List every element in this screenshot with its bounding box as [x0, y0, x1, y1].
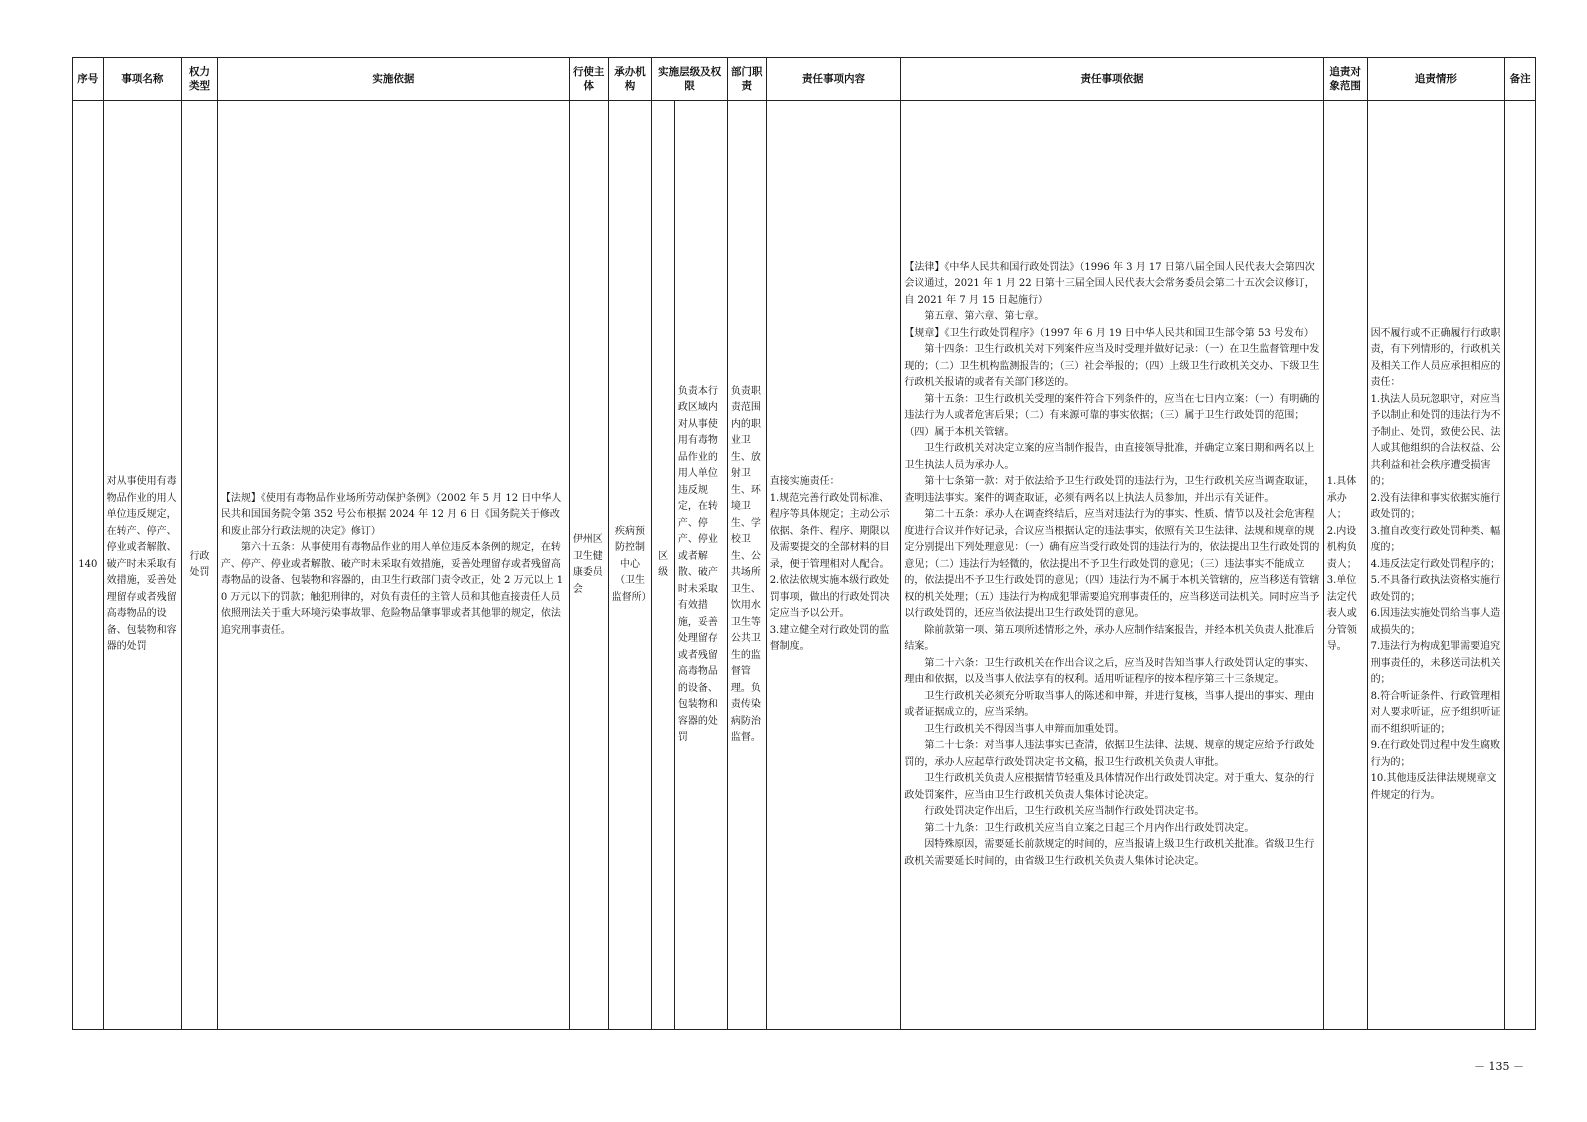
- header-level: 实施层级及权限: [652, 58, 727, 101]
- header-name: 事项名称: [103, 58, 182, 101]
- basis-article: 第六十五条：从事使用有毒物品作业的用人单位违反本条例的规定，在转产、停产、停业或者解散、破产时未采取有效措施，妥善处理留存或者残留高毒物品的设备、包装物和容器的，由卫生行政部门责令改正，处 2 万元以上 10 万元以下的罚款；触犯刑律的，对负有责任的主管人员和其他直接责任人员依照刑法关于重大环境污染事故罪、危险物品肇事罪或者其他罪的规定，依法追究刑事责任。: [220, 542, 564, 636]
- circ-line: 4.违反法定行政处罚程序的；: [1370, 558, 1501, 570]
- header-responsibility-basis: 责任事项依据: [901, 58, 1323, 101]
- circ-line: 8.符合听证条件、行政管理相对人要求听证，应予组织听证而不组织听证的；: [1370, 690, 1501, 735]
- cell-remark: [1505, 101, 1536, 1030]
- resp-basis-line: 行政处罚决定作出后，卫生行政机关应当制作行政处罚决定书。: [924, 806, 1205, 818]
- cell-circumstances: [1367, 101, 1505, 1030]
- content-line: 2.依法依规实施本级行政处罚事项，做出的行政处罚决定应当予以公开。: [769, 575, 890, 620]
- resp-basis-line: 第二十五条：承办人在调查终结后，应当对违法行为的事实、性质、情节以及社会危害程度进行合议并作好记录，合议应当根据认定的违法事实，依照有关卫生法律、法规和规章的规定分别提出下列处理意见：（一）确有应当受行政处罚的违法行为的，依法提出卫生行政处罚的意见；（二）违法行为轻微的，依法提出不予卫生行政处罚的意见；（三）违法事实不能成立的，依法提出不予卫生行政处罚的意见；（四）违法行为不属于本机关管辖的，应当移送有管辖权的机关处理；（五）违法行为构成犯罪需要追究刑事责任的，应当移送司法机关。同时应当予以行政处罚的，还应当依法提出卫生行政处罚的意见。: [904, 509, 1320, 620]
- header-power-type: 权力类型: [182, 58, 218, 101]
- cell-subject: 伊州区卫生健康委员会: [569, 101, 608, 1030]
- resp-basis-line: 卫生行政机关负责人应根据情节轻重及具体情况作出行政处罚决定。对于重大、复杂的行政处罚案件，应当由卫生行政机关负责人集体讨论决定。: [904, 773, 1315, 801]
- resp-basis-line: 第二十七条：对当事人违法事实已查清，依据卫生法律、法规、规章的规定应给予行政处罚的，承办人应起草行政处罚决定书文稿，报卫生行政机关负责人审批。: [904, 740, 1315, 768]
- header-basis: 实施依据: [217, 58, 569, 101]
- content-line: 3.建立健全对行政处罚的监督制度。: [769, 624, 890, 653]
- scope-line: 2.内设机构负责人；: [1326, 525, 1357, 570]
- cell-scope: [1323, 101, 1367, 1030]
- cell-power-type: 行政处罚: [182, 101, 218, 1030]
- cell-name: 对从事使用有毒物品作业的用人单位违反规定，在转产、停产、停业或者解散、破产时未采取有效措施，妥善处理留存或者残留高毒物品的设备、包装物和容器的处罚: [103, 101, 182, 1030]
- content-line: 1.规范完善行政处罚标准、程序等具体规定；主动公示依据、条件、程序、期限以及需要提交的全部材料的目录，便于管理相对人配合。: [769, 492, 890, 570]
- resp-basis-line: 卫生行政机关对决定立案的应当制作报告，由直接领导批准，并确定立案日期和两名以上卫生执法人员为承办人。: [904, 443, 1315, 471]
- resp-basis-line: 第十七条第一款：对于依法给予卫生行政处罚的违法行为，卫生行政机关应当调查取证，查明违法事实。案件的调查取证，必须有两名以上执法人员参加，并出示有关证件。: [904, 476, 1315, 504]
- circ-line: 因不履行或不正确履行行政职责，有下列情形的，行政机关及相关工作人员应承担相应的责任：: [1370, 327, 1501, 389]
- resp-basis-line: 第十五条：卫生行政机关受理的案件符合下列条件的，应当在七日内立案：（一）有明确的违法行为人或者危害后果；（二）有来源可靠的事实依据；（三）属于卫生行政处罚的范围；（四）属于本机关管辖。: [904, 393, 1320, 438]
- header-circumstances: 追责情形: [1367, 58, 1505, 101]
- header-agency: 承办机构: [608, 58, 652, 101]
- circ-line: 2.没有法律和事实依据实施行政处罚的；: [1370, 492, 1501, 521]
- resp-basis-line: 卫生行政机关不得因当事人申辩而加重处罚。: [924, 723, 1125, 735]
- resp-basis-line: 卫生行政机关必须充分听取当事人的陈述和申辩，并进行复核，当事人提出的事实、理由或者证据成立的，应当采纳。: [904, 690, 1315, 719]
- cell-level: 区级: [652, 101, 674, 1030]
- header-seq: 序号: [73, 58, 104, 101]
- resp-basis-line: 第十四条：卫生行政机关对下列案件应当及时受理并做好记录：（一）在卫生监督管理中发现的；（二）卫生机构监测报告的；（三）社会举报的；（四）上级卫生行政机关交办、下级卫生行政机关报请的或者有关部门移送的。: [904, 344, 1320, 389]
- header-scope: 追责对象范围: [1323, 58, 1367, 101]
- header-duty: 部门职责: [727, 58, 766, 101]
- circ-line: 7.违法行为构成犯罪需要追究刑事责任的，未移送司法机关的；: [1370, 641, 1501, 686]
- resp-basis-line: 因特殊原因，需要延长前款规定的时间的，应当报请上级卫生行政机关批准。省级卫生行政机关需要延长时间的，由省级卫生行政机关负责人集体讨论决定。: [904, 839, 1315, 867]
- circ-line: 9.在行政处罚过程中发生腐败行为的；: [1370, 740, 1501, 768]
- resp-basis-line: 【规章】《卫生行政处罚程序》（1997 年 6 月 19 日中华人民共和国卫生部令第 53 号发布）: [904, 327, 1314, 339]
- scope-line: 1.具体承办人；: [1326, 476, 1357, 521]
- cell-level-authority: 负责本行政区域内对从事使用有毒物品作业的用人单位违反规定，在转产、停产、停业或者解散、破产时未采取有效措施，妥善处理留存或者残留高毒物品的设备、包装物和容器的处罚: [674, 101, 727, 1030]
- resp-basis-line: 第二十九条：卫生行政机关应当自立案之日起三个月内作出行政处罚决定。: [924, 822, 1255, 834]
- cell-basis: [217, 101, 569, 1030]
- table-header-row: [73, 58, 1536, 101]
- circ-line: 5.不具备行政执法资格实施行政处罚的；: [1370, 575, 1501, 603]
- header-content: 责任事项内容: [766, 58, 901, 101]
- cell-duty: 负责职责范围内的职业卫生、放射卫生、环境卫生、学校卫生、公共场所卫生、饮用水卫生等公共卫生的监督管理。负责传染病防治监督。: [727, 101, 766, 1030]
- circ-line: 3.擅自改变行政处罚种类、幅度的；: [1370, 525, 1501, 554]
- resp-basis-line: 【法律】《中华人民共和国行政处罚法》（1996 年 3 月 17 日第八届全国人民代表大会第四次会议通过，2021 年 1 月 22 日第十三届全国人民代表大会常务委员会第二十五次会议修订，自 2021 年 7 月 15 日起施行）: [904, 261, 1315, 306]
- cell-seq: 140: [73, 101, 104, 1030]
- circ-line: 10.其他违反法律法规规章文件规定的行为。: [1370, 773, 1497, 801]
- header-subject: 行使主体: [569, 58, 608, 101]
- resp-basis-line: 第五章、第六章、第七章。: [924, 311, 1045, 323]
- header-remark: 备注: [1505, 58, 1536, 101]
- cell-responsibility-basis: [901, 101, 1323, 1030]
- circ-line: 1.执法人员玩忽职守，对应当予以制止和处罚的违法行为不予制止、处罚，致使公民、法人或其他组织的合法权益、公共利益和社会秩序遭受损害的；: [1370, 393, 1501, 488]
- power-list-table: [72, 57, 1536, 1030]
- page-number: － 135 －: [1474, 1060, 1524, 1073]
- circ-line: 6.因违法实施处罚给当事人造成损失的；: [1370, 608, 1501, 636]
- cell-agency: 疾病预防控制中心（卫生监督所）: [608, 101, 652, 1030]
- resp-basis-line: 第二十六条：卫生行政机关在作出合议之后，应当及时告知当事人行政处罚认定的事实、理由和依据，以及当事人依法享有的权利。适用听证程序的按本程序第三十三条规定。: [904, 657, 1315, 686]
- resp-basis-line: 除前款第一项、第五项所述情形之外，承办人应制作结案报告，并经本机关负责人批准后结案。: [904, 624, 1315, 653]
- content-line: 直接实施责任：: [769, 476, 840, 488]
- table-row: [73, 101, 1536, 1030]
- basis-title: 【法规】《使用有毒物品作业场所劳动保护条例》（2002 年 5 月 12 日中华人民共和国国务院令第 352 号公布根据 2024 年 12 月 6 日《国务院关于修改和废止部分行政法规的决定》修订）: [220, 492, 562, 537]
- scope-line: 3.单位法定代表人或分管领导。: [1326, 575, 1357, 653]
- cell-content: [766, 101, 901, 1030]
